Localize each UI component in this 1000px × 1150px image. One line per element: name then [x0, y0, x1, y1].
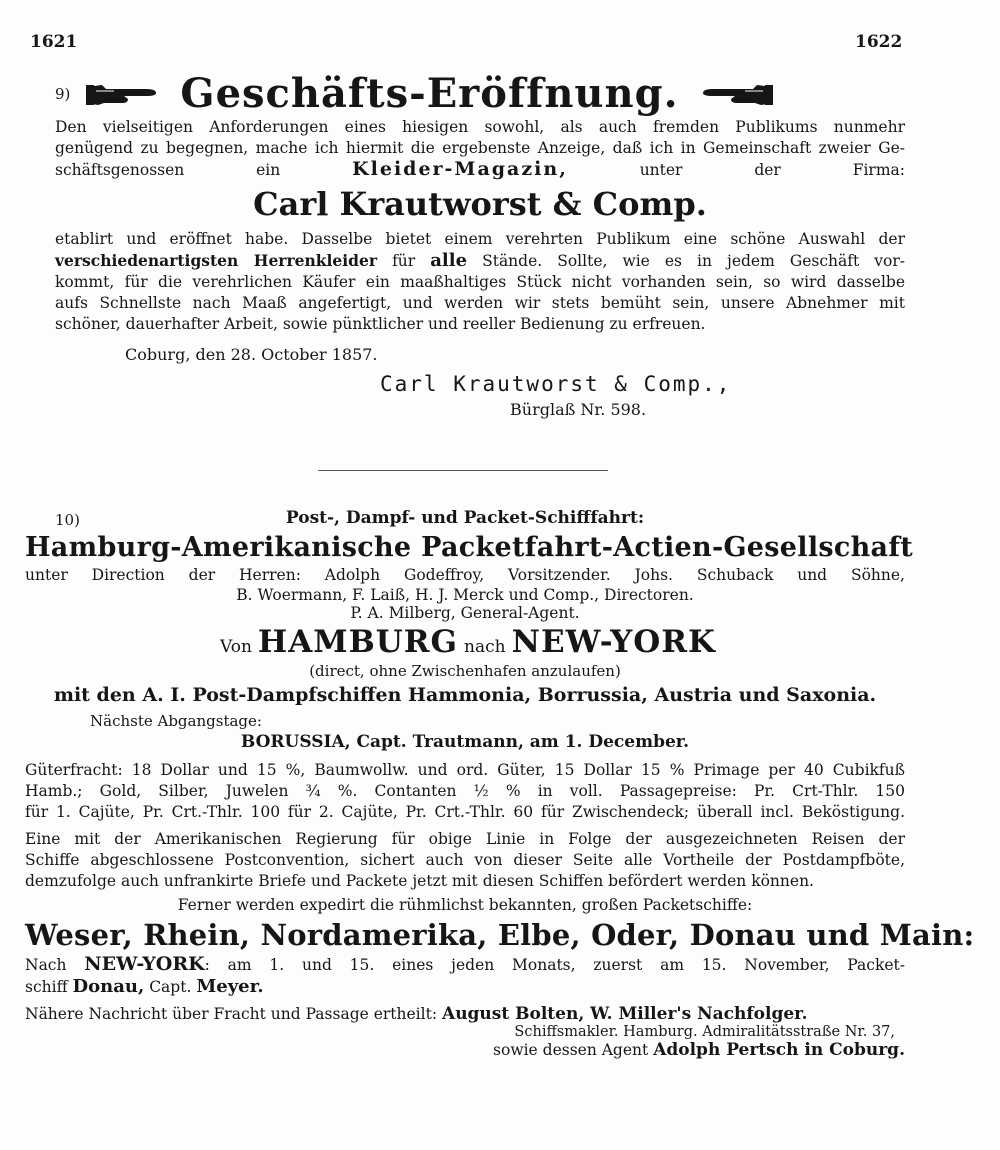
route-from: HAMBURG — [257, 624, 459, 660]
signature: Carl Krautworst & Comp., — [380, 372, 732, 396]
headline: Geschäfts-Eröffnung. — [180, 70, 679, 117]
body-line-3: kommt, für die verehrlichen Käufer ein maaßhaltiges Stück nicht vorhanden sein, so wird dasselbe — [55, 273, 905, 291]
intro-line-2: genügend zu begegnen, mache ich hiermit die ergebenste Anzeige, daß ich in Gemeinschaft zweier Ge- — [55, 139, 905, 157]
convention-line-3: demzufolge auch unfrankirte Briefe und Packete jetzt mit diesen Schiffen befördert werden können. — [25, 872, 814, 890]
dateline: Coburg, den 28. October 1857. — [125, 345, 378, 364]
capt-label: Capt. — [149, 978, 192, 996]
body-line-5: schöner, dauerhafter Arbeit, sowie pünktlicher und reeller Bedienung zu erfreuen. — [55, 315, 706, 333]
convention-line-2: Schiffe abgeschlossene Postconvention, sichert auch von dieser Seite alle Vortheile der Postdampfböte, — [25, 851, 905, 869]
body-line-2-b: Stände. Sollte, wie es in jedem Geschäft vor- — [482, 252, 905, 270]
company-name: Hamburg-Amerikanische Packetfahrt-Actien-Gesellschaft — [25, 532, 914, 563]
pointing-hand-right-icon — [84, 81, 164, 107]
pointing-hand-left-icon — [695, 81, 775, 107]
nach-rest: : am 1. und 15. eines jeden Monats, zuerst am 15. November, Packet- — [204, 956, 905, 974]
ad-number: 9) — [55, 84, 71, 103]
route-to: NEW-YORK — [511, 624, 716, 660]
info-line — [25, 1004, 905, 1024]
route-line — [25, 624, 905, 660]
intro-line-3-end: unter der Firma: — [639, 161, 905, 179]
advertisement-10 — [25, 508, 975, 1060]
body-line-2 — [55, 250, 905, 272]
body-line-4: aufs Schnellste nach Maaß angefertigt, und werden wir stets bemüht sein, unsere Abnehmer mit — [55, 294, 905, 312]
next-departure: BORUSSIA, Capt. Trautmann, am 1. December. — [240, 732, 690, 752]
nach-label: Nach — [25, 956, 67, 974]
address: Bürglaß Nr. 598. — [510, 400, 647, 419]
body-line-2-a: für — [392, 252, 416, 270]
convention-line-1: Eine mit der Amerikanischen Regierung für obige Linie in Folge der ausgezeichneten Reisen der — [25, 830, 905, 848]
route-note: (direct, ohne Zwischenhafen anzulaufen) — [309, 662, 621, 680]
info-label: Nähere Nachricht über Fracht und Passage ertheilt: — [25, 1005, 438, 1023]
direction-line-2: B. Woermann, F. Laiß, H. J. Merck und Comp., Directoren. — [236, 586, 694, 604]
schiff-name: Donau, — [72, 976, 145, 997]
ad-number-10: 10) — [55, 511, 80, 529]
alle-text: alle — [430, 250, 468, 271]
intro-line-3 — [55, 159, 905, 181]
freight-line-3: für 1. Cajüte, Pr. Crt.-Thlr. 100 für 2. Cajüte, Pr. Crt.-Thlr. 60 für Zwischendeck; überall incl. Beköstigung. — [25, 803, 905, 821]
nach-destination: NEW-YORK — [84, 953, 205, 975]
separator-rule — [318, 470, 608, 471]
sub-agent-line — [25, 1040, 905, 1060]
page-number-left: 1621 — [30, 32, 78, 52]
freight-line-1: Güterfracht: 18 Dollar und 15 %, Baumwollw. und ord. Güter, 15 Dollar 15 % Primage per 40 Cubikfuß — [25, 761, 905, 779]
body-line-1: etablirt und eröffnet habe. Dasselbe bietet einem verehrten Publikum eine schöne Auswahl der — [55, 230, 905, 248]
route-von: Von — [220, 637, 252, 657]
freight-line-2: Hamb.; Gold, Silber, Juwelen ¾ %. Contanten ½ % in voll. Passagepreise: Pr. Crt-Thlr. 150 — [25, 782, 905, 800]
page-number-right: 1622 — [855, 32, 903, 52]
agent-name: August Bolten, W. Miller's Nachfolger. — [442, 1004, 808, 1024]
next-departure-label: Nächste Abgangstage: — [90, 712, 262, 730]
herrenkleider-text: verschiedenartigsten Herrenkleider — [55, 251, 378, 270]
packet-ships: Weser, Rhein, Nordamerika, Elbe, Oder, Donau und Main: — [25, 918, 975, 952]
kleider-magazin-text: Kleider-Magazin, — [352, 158, 568, 180]
shipping-heading: Post-, Dampf- und Packet-Schifffahrt: — [285, 508, 645, 528]
sub-agent-name: Adolph Pertsch in Coburg. — [653, 1040, 905, 1060]
route-nach: nach — [464, 637, 506, 657]
intro-line-3-start: schäftsgenossen ein — [55, 161, 281, 179]
capt-name: Meyer. — [196, 976, 264, 997]
schiff-line — [25, 976, 905, 998]
firm-name: Carl Krautworst & Comp. — [253, 185, 707, 223]
schiff-label: schiff — [25, 978, 68, 996]
intro-line-1: Den vielseitigen Anforderungen eines hiesigen sowohl, als auch fremden Publikums nunmehr — [55, 118, 905, 136]
headline-row — [55, 70, 905, 117]
steamships-line: mit den A. I. Post-Dampfschiffen Hammonia, Borrussia, Austria und Saxonia. — [53, 684, 877, 706]
sub-agent-intro: sowie dessen Agent — [493, 1041, 649, 1059]
agent-address: Schiffsmakler. Hamburg. Admiralitätsstraße Nr. 37, — [514, 1024, 895, 1040]
direction-line-3: P. A. Milberg, General-Agent. — [350, 604, 580, 622]
advertisement-9 — [55, 70, 905, 419]
direction-line-1: unter Direction der Herren: Adolph Godeffroy, Vorsitzender. Johs. Schuback und Söhne, — [25, 566, 905, 584]
heading10-row — [25, 508, 905, 532]
packet-intro: Ferner werden expedirt die rühmlichst bekannten, großen Packetschiffe: — [177, 896, 753, 914]
nach-line — [25, 954, 905, 976]
